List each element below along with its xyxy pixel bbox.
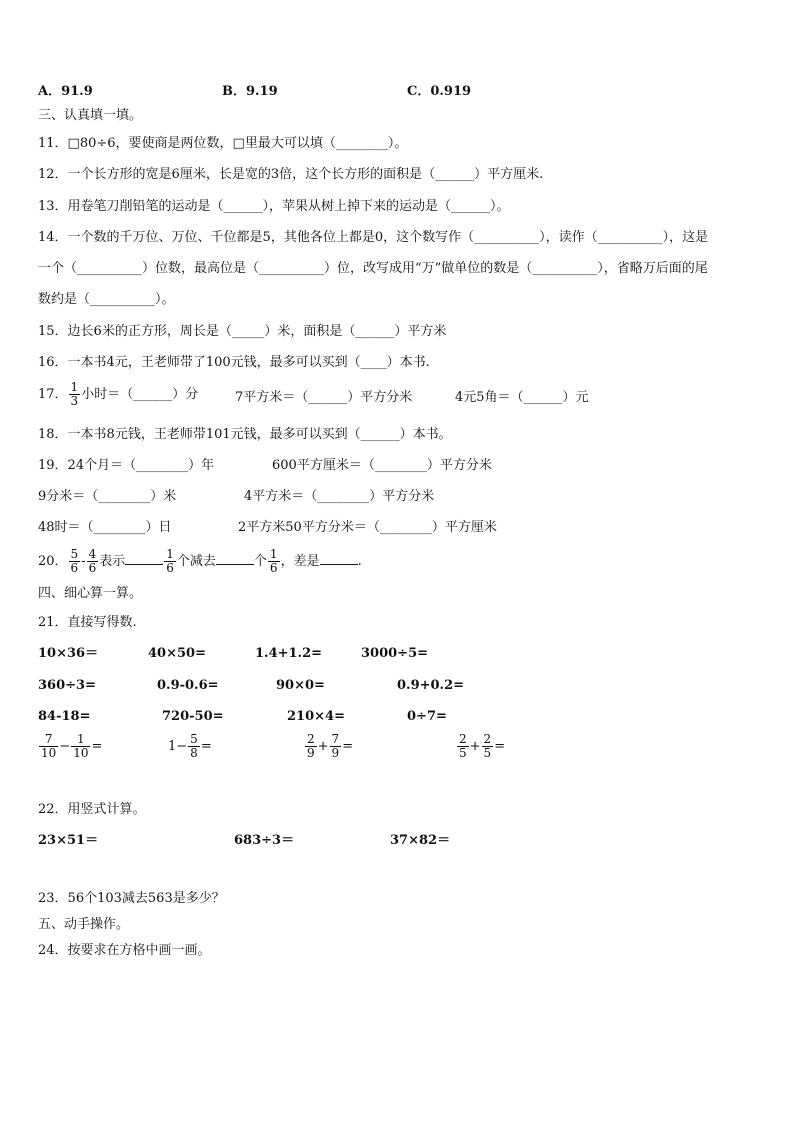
question-18: 18．一本书8元钱，王老师带101元钱，最多可以买到（______）本书。 <box>38 427 452 442</box>
vertical-calc-3: 37×82＝ <box>390 833 451 848</box>
question-19-a: 19．24个月＝（________）年 <box>38 458 215 473</box>
vertical-calc-1: 23×51＝ <box>38 833 99 848</box>
calc-r1-3: 1.4+1.2= <box>255 646 323 661</box>
question-21: 21．直接写得数. <box>38 615 137 630</box>
option-a: A．91.9 <box>38 84 93 99</box>
section-3-heading: 三、认真填一填。 <box>38 108 143 123</box>
question-19-e: 48时＝（________）日 <box>38 520 172 535</box>
answer-blank[interactable] <box>216 552 254 565</box>
question-16: 16．一本书4元，王老师带了100元钱，最多可以买到（____）本书. <box>38 355 430 370</box>
question-23: 23．56个103减去563是多少？ <box>38 891 225 906</box>
fraction-one-third: $\frac{1}{3}$ <box>70 380 79 408</box>
answer-blank[interactable] <box>320 552 358 565</box>
question-19-d: 4平方米＝（________）平方分米 <box>244 489 435 504</box>
question-17-part-2: 7平方米＝（______）平方分米 <box>235 390 413 405</box>
question-19-b: 600平方厘米＝（________）平方分米 <box>272 458 492 473</box>
calc-r2-4: 0.9+0.2= <box>397 678 465 693</box>
calc-r1-4: 3000÷5= <box>361 646 429 661</box>
question-14-line-3: 数约是（__________）。 <box>38 292 175 307</box>
question-17-part-3: 4元5角＝（______）元 <box>455 390 589 405</box>
question-14-line-2: 一个（__________）位数，最高位是（__________）位，改写成用“万”做单位的数是（__________），省略万后面的尾 <box>38 261 708 276</box>
question-11: 11．□80÷6，要使商是两位数，□里最大可以填（________）。 <box>38 136 408 151</box>
calc-r1-2: 40×50= <box>148 646 206 661</box>
calc-r2-2: 0.9-0.6= <box>157 678 219 693</box>
question-14-line-1: 14．一个数的千万位、万位、千位都是5，其他各位上都是0，这个数写作（__________），读作（__________），这是 <box>38 230 709 245</box>
calc-r2-1: 360÷3= <box>38 678 96 693</box>
fraction-calc-c: $\frac{2}{9}$ + $\frac{7}{9}$ = <box>307 732 354 760</box>
question-22: 22．用竖式计算。 <box>38 802 146 817</box>
section-4-heading: 四、细心算一算。 <box>38 586 143 601</box>
question-19-c: 9分米＝（________）米 <box>38 489 177 504</box>
fraction-calc-d: $\frac{2}{5}$ + $\frac{2}{5}$ = <box>459 732 506 760</box>
fraction-calc-a: $\frac{7}{10}$ − $\frac{1}{10}$ = <box>41 732 103 760</box>
answer-blank[interactable] <box>125 552 163 565</box>
question-17-part-1: 小时＝（______）分 <box>81 387 199 402</box>
calc-r3-2: 720-50= <box>162 709 224 724</box>
question-20: 20． $\frac{5}{6}$ - $\frac{4}{6}$ 表示 $\frac{1}{6}$ 个减去 个 $\frac{1}{6}$ ，差是 . <box>38 547 362 575</box>
question-24: 24．按要求在方格中画一画。 <box>38 943 211 958</box>
question-17-number: 17． <box>38 387 68 402</box>
option-b: B．9.19 <box>222 84 278 99</box>
fraction-calc-b: 1− $\frac{5}{8}$ = <box>168 732 212 760</box>
calc-r2-3: 90×0= <box>276 678 325 693</box>
calc-r3-1: 84-18= <box>38 709 91 724</box>
question-17 <box>38 381 198 408</box>
section-5-heading: 五、动手操作。 <box>38 917 130 932</box>
calc-r1-1: 10×36＝ <box>38 646 99 661</box>
question-19-f: 2平方米50平方分米＝（________）平方厘米 <box>238 520 497 535</box>
question-15: 15．边长6米的正方形，周长是（_____）米，面积是（______）平方米 <box>38 324 447 339</box>
question-13: 13．用卷笔刀削铅笔的运动是（______），苹果从树上掉下来的运动是（______）。 <box>38 199 510 214</box>
vertical-calc-2: 683÷3＝ <box>234 833 295 848</box>
option-c: C．0.919 <box>407 84 472 99</box>
calc-r3-3: 210×4= <box>287 709 345 724</box>
question-12: 12．一个长方形的宽是6厘米，长是宽的3倍，这个长方形的面积是（______）平方厘米. <box>38 167 544 182</box>
calc-r3-4: 0÷7= <box>407 709 447 724</box>
